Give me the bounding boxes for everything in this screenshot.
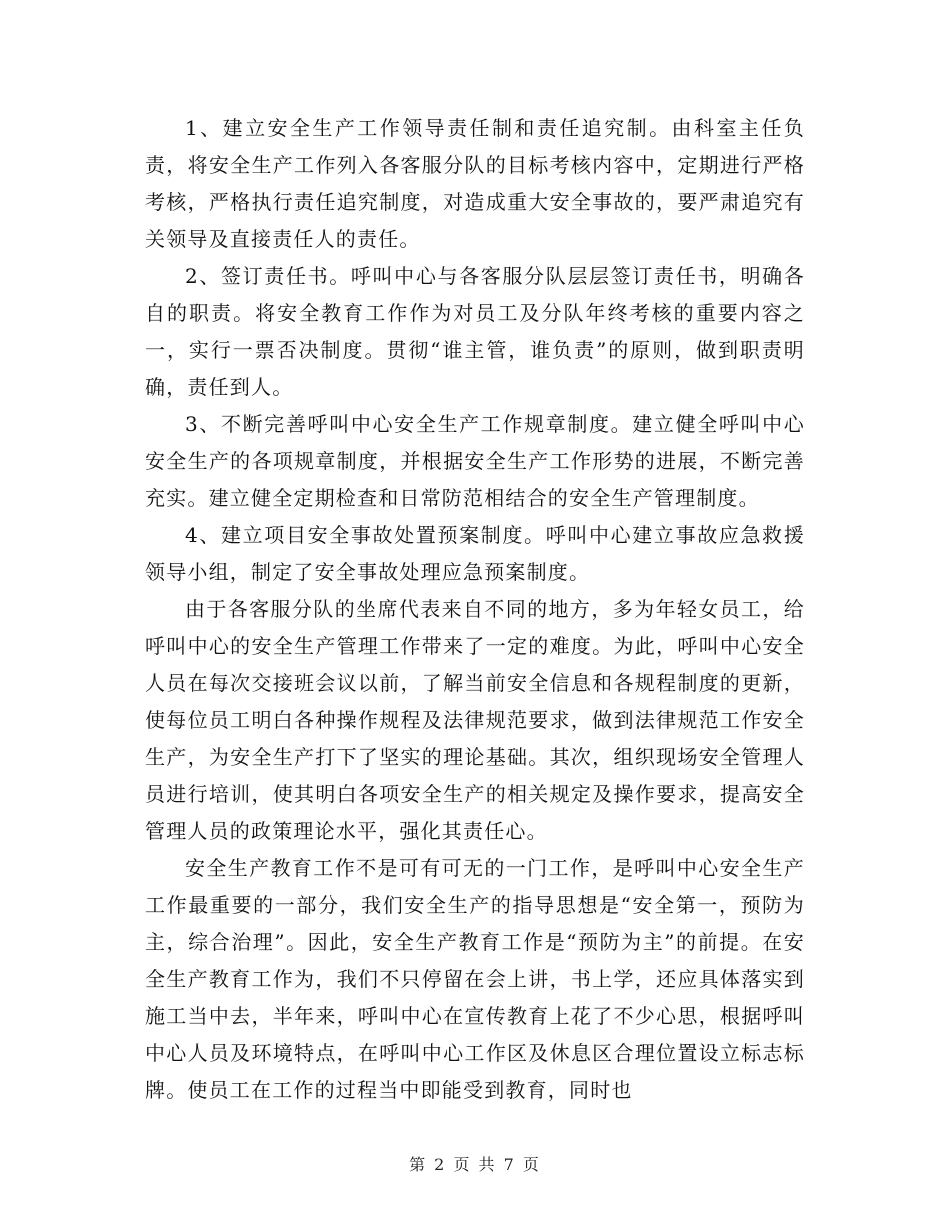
paragraph-3: 3、不断完善呼叫中心安全生产工作规章制度。建立健全呼叫中心安全生产的各项规章制度，并根据安全生产工作形势的进展，不断完善充实。建立健全定期检查和日常防范相结合的安全生产管理制度。: [145, 412, 805, 510]
document-body: [145, 110, 805, 1109]
paragraph-2: 2、签订责任书。呼叫中心与各客服分队层层签订责任书，明确各自的职责。将安全教育工作作为对员工及分队年终考核的重要内容之一，实行一票否决制度。贯彻“谁主管，谁负责”的原则，做到职责明确，责任到人。: [145, 264, 805, 399]
page-footer: 第 2 页 共 7 页: [409, 1155, 541, 1174]
paragraph-6: 安全生产教育工作不是可有可无的一门工作，是呼叫中心安全生产工作最重要的一部分，我们安全生产的指导思想是“安全第一，预防为主，综合治理”。因此，安全生产教育工作是“预防为主”的前提。在安全生产教育工作为，我们不只停留在会上讲，书上学，还应具体落实到施工当中去，半年来，呼叫中心在宣传教育上花了不少心思，根据呼叫中心人员及环境特点，在呼叫中心工作区及休息区合理位置设立标志标牌。使员工在工作的过程当中即能受到教育，同时也: [145, 856, 805, 1102]
paragraph-5: 由于各客服分队的坐席代表来自不同的地方，多为年轻女员工，给呼叫中心的安全生产管理工作带来了一定的难度。为此，呼叫中心安全人员在每次交接班会议以前，了解当前安全信息和各规程制度的更新，使每位员工明白各种操作规程及法律规范要求，做到法律规范工作安全生产，为安全生产打下了坚实的理论基础。其次，组织现场安全管理人员进行培训，使其明白各项安全生产的相关规定及操作要求，提高安全管理人员的政策理论水平，强化其责任心。: [145, 597, 805, 843]
paragraph-4: 4、建立项目安全事故处置预案制度。呼叫中心建立事故应急救援领导小组，制定了安全事故处理应急预案制度。: [145, 523, 805, 584]
paragraph-1: 1、建立安全生产工作领导责任制和责任追究制。由科室主任负责，将安全生产工作列入各客服分队的目标考核内容中，定期进行严格考核，严格执行责任追究制度，对造成重大安全事故的，要严肃追究有关领导及直接责任人的责任。: [145, 116, 805, 251]
